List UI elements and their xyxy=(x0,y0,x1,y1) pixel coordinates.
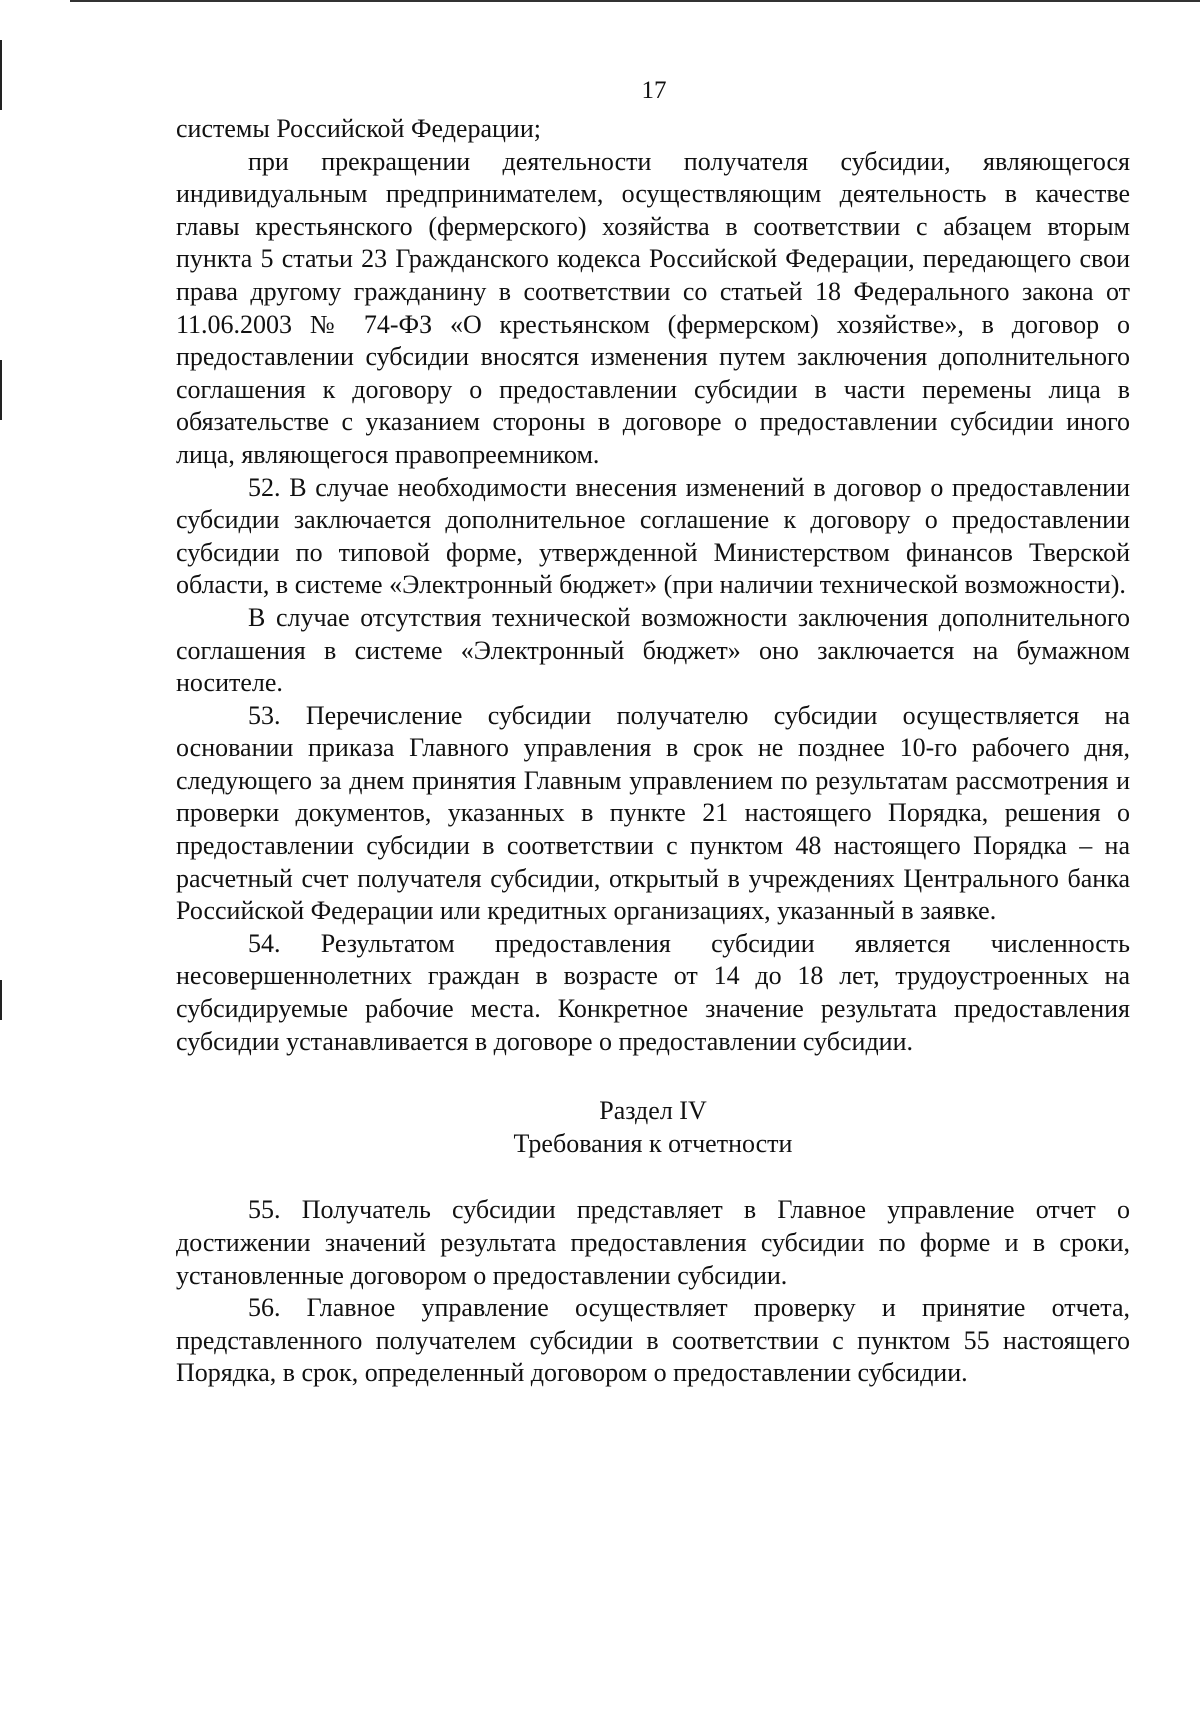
paragraph: системы Российской Федерации; xyxy=(176,114,541,143)
section-number: Раздел IV xyxy=(599,1096,707,1126)
paragraph-clause-56: 56. Главное управление осуществляет проверку и принятие отчета, представленного получателем субсидии в соответствии с пунктом 55 настоящего Порядка, в срок, определенный договором о предоставлении субсидии. xyxy=(176,1293,1130,1388)
scan-edge-left xyxy=(0,980,2,1020)
page-number: 17 xyxy=(641,77,667,104)
paragraph: В случае отсутствия технической возможности заключения дополнительного соглашения в системе «Электронный бюджет» оно заключается на бумажном носителе. xyxy=(176,602,1130,698)
paragraph-clause-53: 53. Перечисление субсидии получателю субсидии осуществляется на основании приказа Главного управления в срок не позднее 10-го рабочего дня, следующего за днем принятия Главным управлением по результатам рассмотрения и проверки документов, указанных в пункте 21 настоящего Порядка, решения о предоставлении субсидии в соответствии с пунктом 48 настоящего Порядка – на расчетный счет получателя субсидии, открытый в учреждениях Центрального банка Российской Федерации или кредитных организациях, указанный в заявке. xyxy=(176,700,1130,926)
paragraph-clause-54: 54. Результатом предоставления субсидии является численность несовершеннолетних граждан в возрасте от 14 до 18 лет, трудоустроенных на субсидируемые рабочие места. Конкретное значение результата предоставления субсидии устанавливается в договоре о предоставлении субсидии. xyxy=(176,928,1130,1056)
document-body xyxy=(176,113,1130,1390)
paragraph-clause-52: 52. В случае необходимости внесения изменений в договор о предоставлении субсидии заключается дополнительное соглашение к договору о предоставлении субсидии по типовой форме, утвержденной Министерством финансов Тверской области, в системе «Электронный бюджет» (при наличии технической возможности). xyxy=(176,472,1130,600)
scan-edge-top xyxy=(70,0,1200,2)
scan-edge-left xyxy=(0,360,2,420)
paragraph-clause-55: 55. Получатель субсидии представляет в Главное управление отчет о достижении значений результата предоставления субсидии по форме и в сроки, установленные договором о предоставлении субсидии. xyxy=(176,1195,1130,1290)
paragraph: при прекращении деятельности получателя субсидии, являющегося индивидуальным предпринимателем, осуществляющим деятельность в качестве главы крестьянского (фермерского) хозяйства в соответствии с абзацем вторым пункта 5 статьи 23 Гражданского кодекса Российской Федерации, передающего свои права другому гражданину в соответствии со статьей 18 Федерального закона от 11.06.2003 № 74-ФЗ «О крестьянском (фермерском) хозяйстве», в договор о предоставлении субсидии вносятся изменения путем заключения дополнительного соглашения к договору о предоставлении субсидии в части перемены лица в обязательстве с указанием стороны в договоре о предоставлении субсидии иного лица, являющегося правопреемником. xyxy=(176,146,1130,469)
section-title: Требования к отчетности xyxy=(513,1128,793,1158)
